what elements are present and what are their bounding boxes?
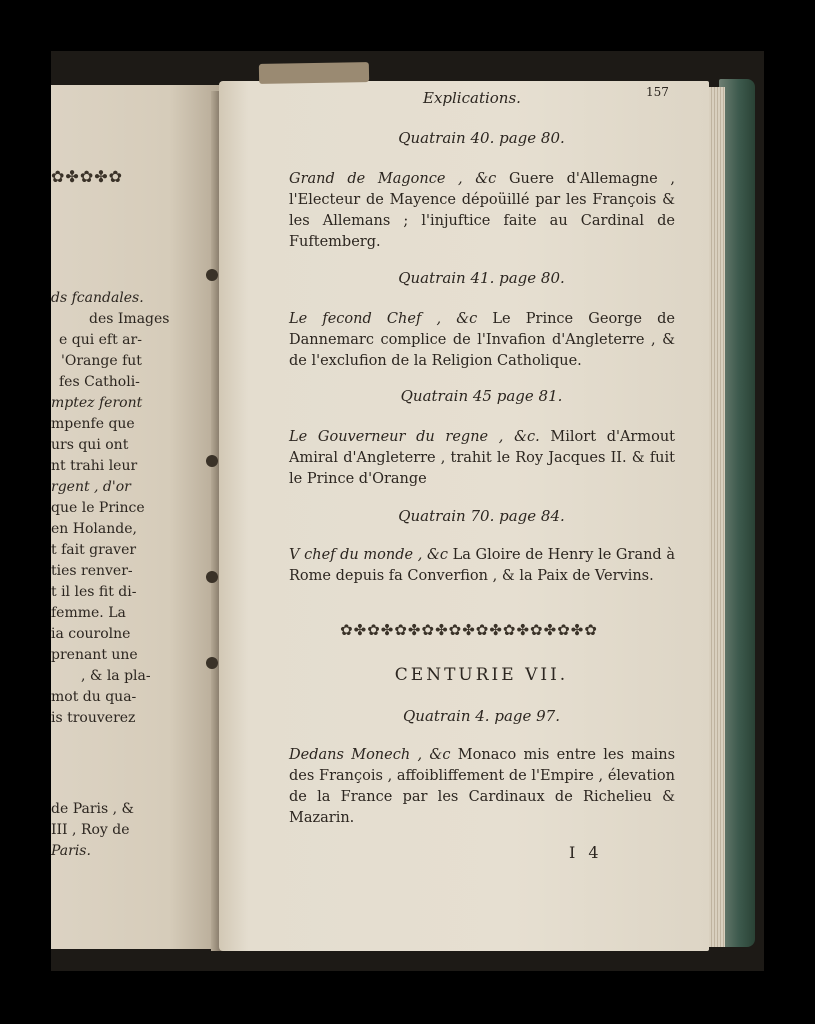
left-line: t il les fit di- [51,584,137,600]
left-line: ia courolne [51,626,131,642]
left-line: rgent , d'or [51,479,131,495]
quatrain-text: La Gloire de Henry le Grand à Rome depuis fa Converfion , & la Paix de Vervins. [289,547,675,584]
quatrain-paragraph [289,169,675,253]
quatrain-lead: Dedans Monech , &c [289,747,451,763]
quatrain-paragraph [289,309,675,372]
running-head: Explications. [423,89,521,107]
quatrain-heading: Quatrain 4. page 97. [403,707,560,725]
book-photo [51,51,764,971]
left-line: ties renver- [51,563,133,579]
left-line: nt trahi leur [51,458,138,474]
left-line: is trouverez [51,710,136,726]
quatrain-lead: Le fecond Chef , &c [289,311,478,327]
left-line: que le Prince [51,500,145,516]
quatrain-lead: V chef du monde , &c [289,547,448,563]
left-line: Paris. [51,843,91,859]
quatrain-lead: Grand de Magonce , &c [289,171,497,187]
quatrain-text: Monaco mis entre les mains des François , affoibliffement de l'Empire , élevation de la France par les Cardinaux de Richelieu & Mazarin. [289,747,676,826]
quatrain-text: Milort d'Armout Amiral d'Angleterre , trahit le Roy Jacques II. & fuit le Prince d'Orange [289,429,676,487]
left-line: e qui eft ar- [59,332,142,348]
left-line: mot du qua- [51,689,137,705]
page-number: 157 [646,85,669,99]
quatrain-heading: Quatrain 70. page 84. [398,507,565,525]
left-line: mpenfe que [51,416,135,432]
left-line: urs qui ont [51,437,129,453]
left-line: ds fcandales. [51,290,144,306]
left-line: , & la pla- [81,668,151,684]
quatrain-paragraph [289,545,675,587]
left-line: mptez feront [51,395,143,411]
left-line: prenant une [51,647,138,663]
left-ornament: ✿✤✿✤✿ [51,167,124,186]
left-line: femme. La [51,605,126,621]
left-page [51,85,219,949]
sewing-hole [206,455,218,467]
left-line: 'Orange fut [61,353,142,369]
left-line: en Holande, [51,521,137,537]
left-line: fes Catholi- [59,374,140,390]
quatrain-text: Le Prince George de Dannemarc complice de l'Invafion d'Angleterre , & de l'exclufion de la Religion Catholique. [289,311,675,369]
quatrain-heading: Quatrain 41. page 80. [398,269,565,287]
quatrain-heading: Quatrain 40. page 80. [398,129,565,147]
ornament-band: ✿✤✿✤✿✤✿✤✿✤✿✤✿✤✿✤✿✤✿ [340,621,598,639]
left-line: t fait graver [51,542,137,558]
quatrain-heading: Quatrain 45 page 81. [400,387,563,405]
left-line: des Images [89,311,170,327]
sewing-hole [206,657,218,669]
left-line: III , Roy de [51,822,130,838]
quatrain-paragraph [289,427,675,490]
sewing-hole [206,269,218,281]
sewing-hole [206,571,218,583]
quatrain-text: Guere d'Allemagne , l'Electeur de Mayence dépoüillé par les François & les Allemans ; l'injuftice faite au Cardinal de Fuftemberg. [289,171,675,250]
centurie-heading: CENTURIE VII. [394,665,569,685]
quatrain-lead: Le Gouverneur du regne , &c. [289,429,540,445]
binding-tape [259,62,369,84]
signature-mark: I 4 [569,843,603,862]
quatrain-paragraph [289,745,675,829]
left-line: de Paris , & [51,801,135,817]
